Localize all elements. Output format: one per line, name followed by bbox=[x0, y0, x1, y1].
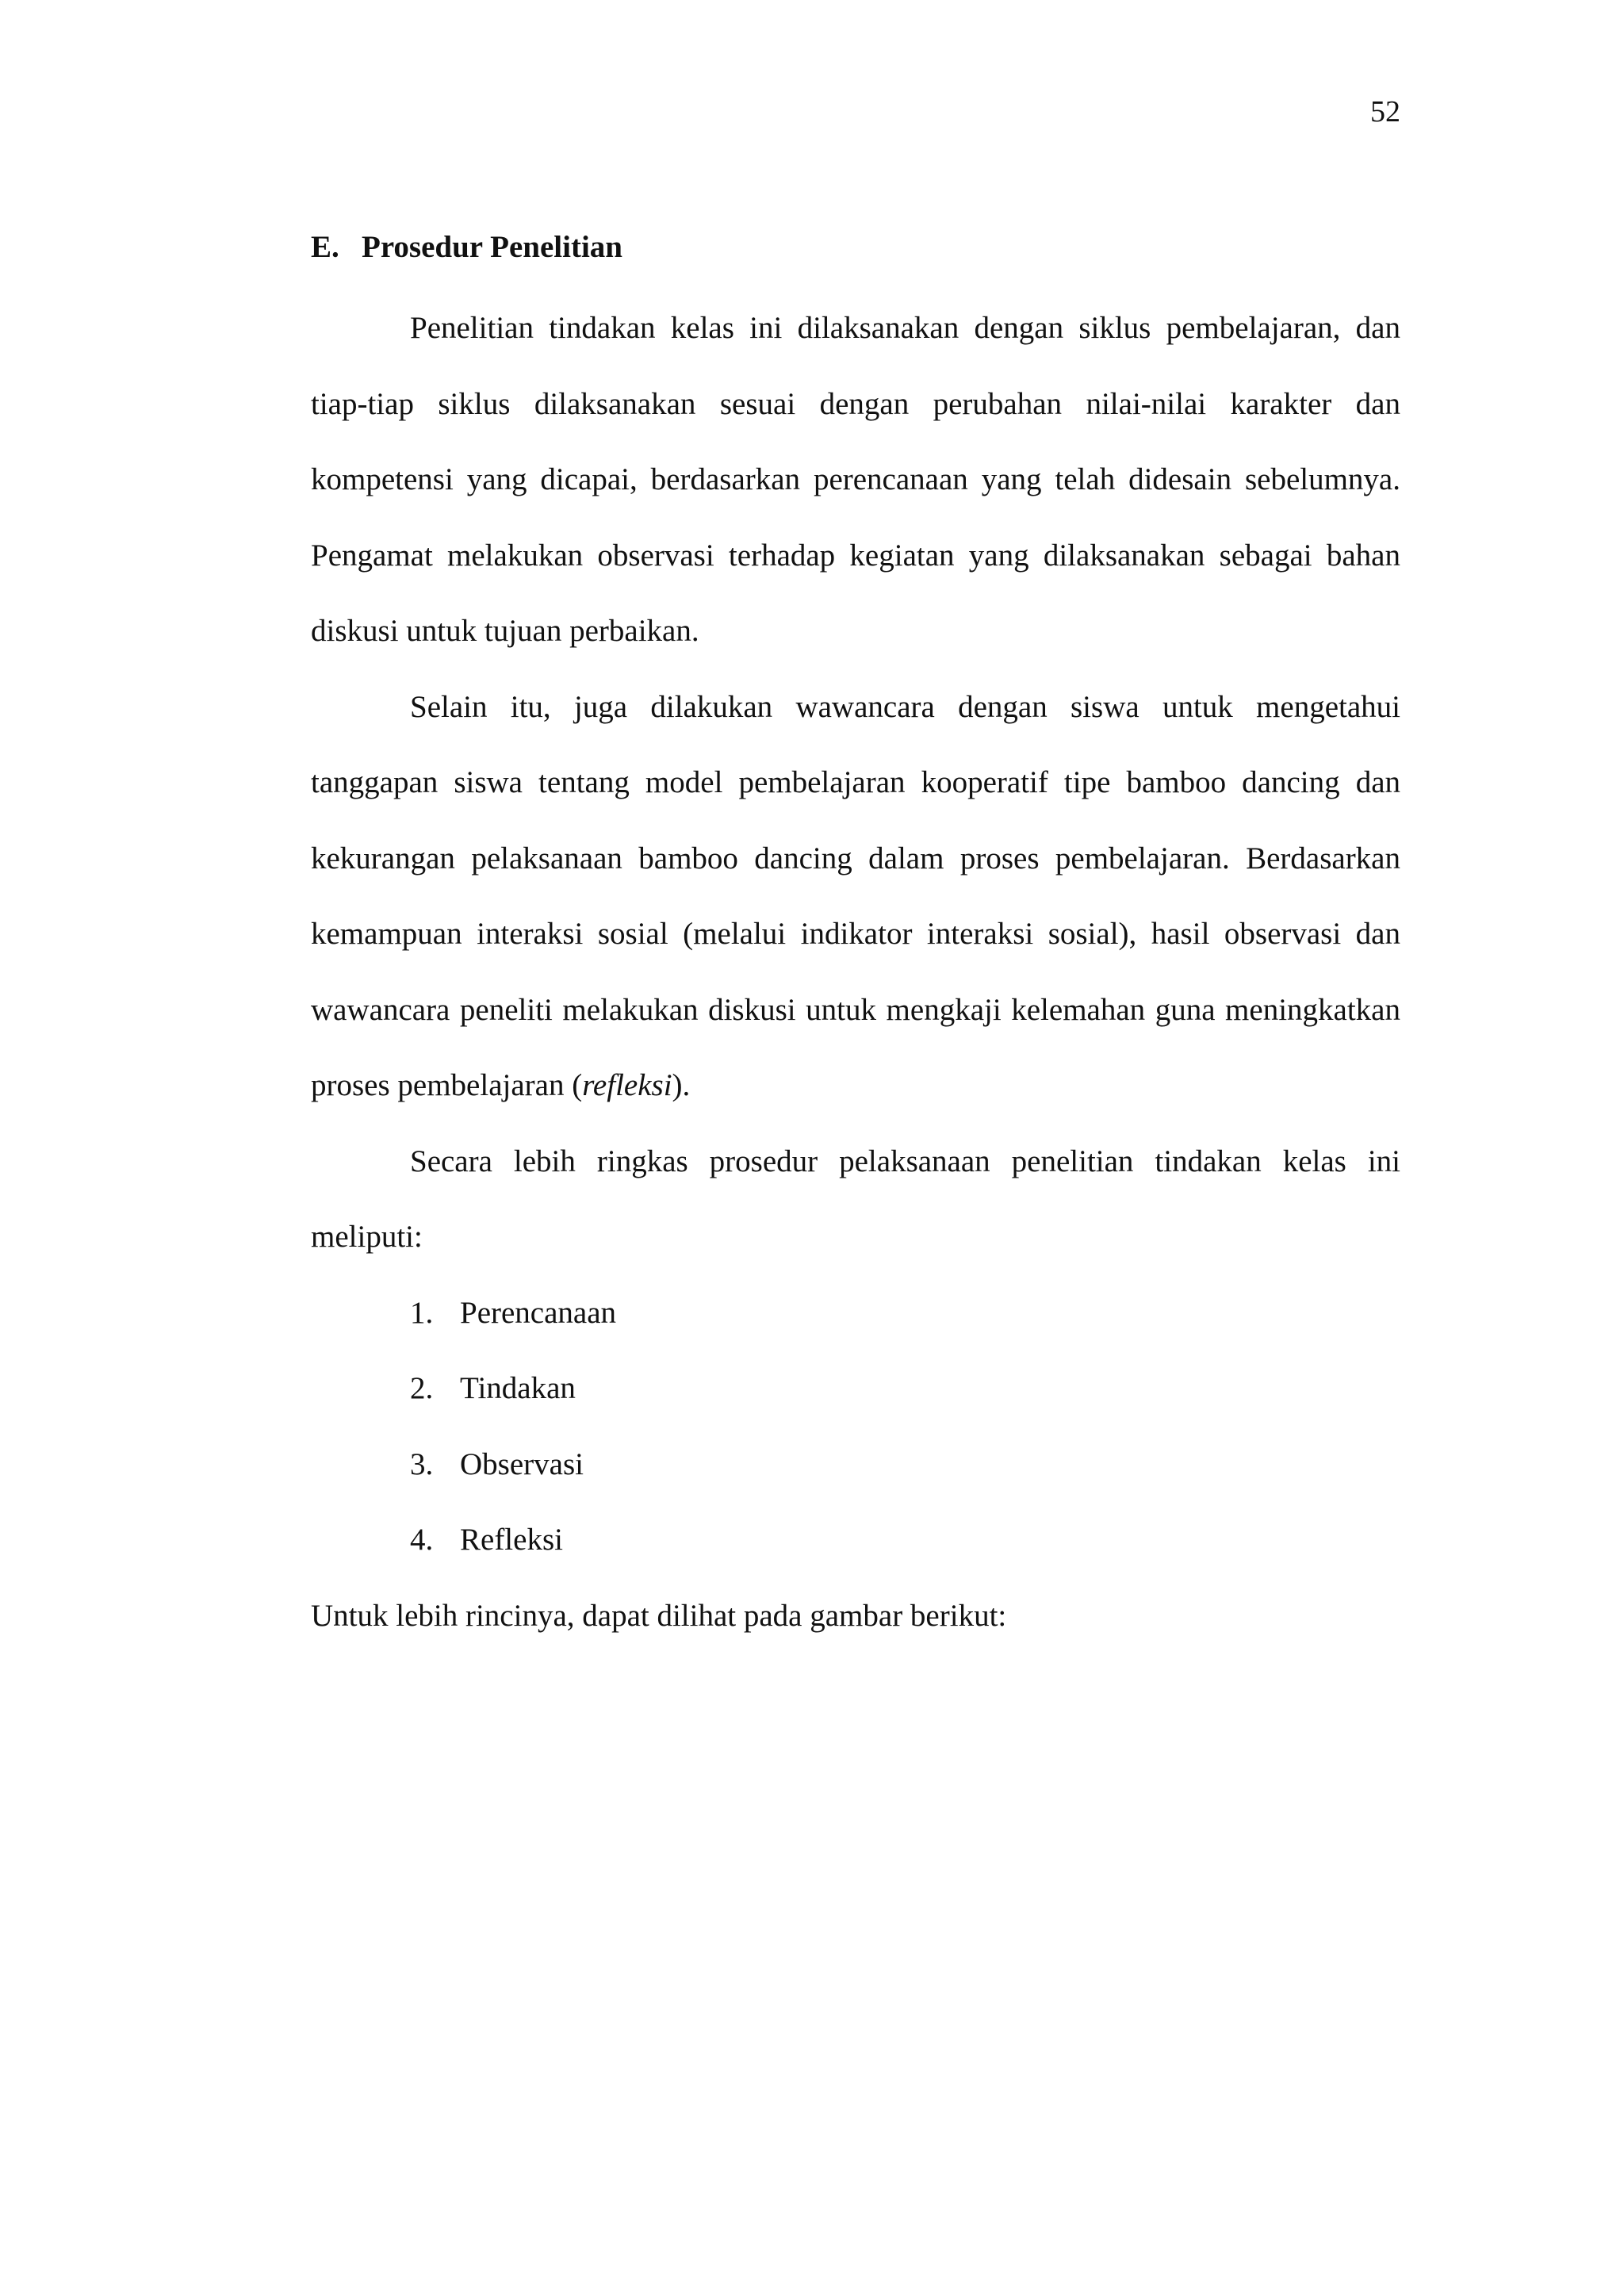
paragraph-2 bbox=[311, 669, 1400, 1124]
list-label: Tindakan bbox=[460, 1371, 576, 1405]
section-letter: E. bbox=[311, 230, 339, 264]
list-item bbox=[311, 1502, 1400, 1578]
closing-line: Untuk lebih rincinya, dapat dilihat pada gambar berikut: bbox=[311, 1598, 1007, 1633]
section-title: Prosedur Penelitian bbox=[362, 230, 622, 264]
list-item bbox=[311, 1275, 1400, 1351]
list-number: 4. bbox=[410, 1523, 434, 1557]
list-item bbox=[311, 1427, 1400, 1503]
paragraph-3: Secara lebih ringkas prosedur pelaksanaan penelitian tindakan kelas ini meliputi: bbox=[311, 1144, 1400, 1254]
page-number: 52 bbox=[1370, 95, 1400, 128]
italic-term: refleksi bbox=[582, 1068, 672, 1102]
list-label: Refleksi bbox=[460, 1523, 563, 1557]
paragraph-2-end: ). bbox=[672, 1068, 691, 1102]
procedure-list bbox=[311, 1275, 1400, 1578]
list-label: Observasi bbox=[460, 1446, 584, 1481]
list-number: 1. bbox=[410, 1295, 434, 1330]
list-number: 3. bbox=[410, 1446, 434, 1481]
body-text bbox=[311, 290, 1400, 1653]
list-number: 2. bbox=[410, 1371, 434, 1405]
paragraph-1: Penelitian tindakan kelas ini dilaksanakan dengan siklus pembelajaran, dan tiap-tiap siklus dilaksanakan sesuai dengan perubahan nilai-nilai karakter dan kompetensi yang dicapai, berdasarkan perencanaan yang telah didesain sebelumnya. Pengamat melakukan observasi terhadap kegiatan yang dilaksanakan sebagai bahan diskusi untuk tujuan perbaikan. bbox=[311, 311, 1400, 648]
list-label: Perencanaan bbox=[460, 1295, 617, 1330]
paragraph-2-text: Selain itu, juga dilakukan wawancara dengan siswa untuk mengetahui tanggapan siswa tentang model pembelajaran kooperatif tipe bamboo dancing dan kekurangan pelaksanaan bamboo dancing dalam proses pembelajaran. Berdasarkan kemampuan interaksi sosial (melalui indikator interaksi sosial), hasil observasi dan wawancara peneliti melakukan diskusi untuk mengkaji kelemahan guna meningkatkan proses pembelajaran ( bbox=[311, 689, 1400, 1102]
section-heading bbox=[311, 232, 622, 262]
list-item bbox=[311, 1351, 1400, 1427]
